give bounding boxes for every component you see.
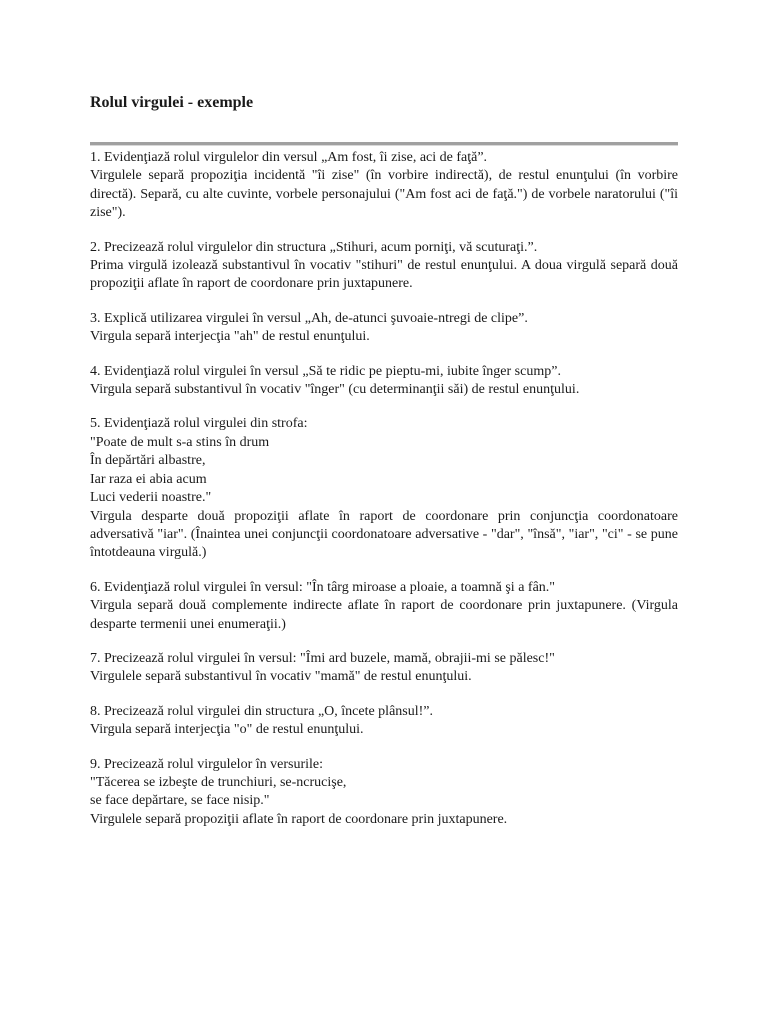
exercise-question: 1. Evidenţiază rolul virgulelor din versul „Am fost, îi zise, aci de faţă”. [90,150,488,165]
exercise-answer: Virgulele separă propoziţia incidentă "îi zise" (în vorbire indirectă), de restul enunţului (în vorbire directă). Separă, cu alte cuvinte, vorbele personajului ("Am fost aci de faţă.") de vorbele naratorului ("îi zise"). [90,168,678,221]
document-body [90,149,678,845]
exercise-answer: Virgula separă interjecţia "o" de restul enunţului. [90,722,364,738]
exercise-3 [90,310,678,347]
verse-line: se face depărtare, se face nisip." [90,793,270,809]
exercise-5 [90,415,678,562]
page-title: Rolul virgulei - exemple [90,94,254,111]
verse-line: "Tăcerea se izbeşte de trunchiuri, se-ncrucişe, [90,774,347,790]
exercise-question: 9. Precizează rolul virgulelor în versurile: [90,756,323,772]
exercise-1 [90,149,678,223]
horizontal-rule [90,142,678,146]
exercise-question: 7. Precizează rolul virgulei în versul: "Îmi ard buzele, mamă, obrajii-mi se pălesc!" [90,650,555,666]
exercise-2 [90,239,678,294]
exercise-answer: Virgula separă substantivul în vocativ "înger" (cu determinanţii săi) de restul enunţului. [90,382,580,398]
exercise-answer: Virgula separă interjecţia "ah" de restul enunţului. [90,329,370,345]
exercise-question: 4. Evidenţiază rolul virgulei în versul „Să te ridic pe pieptu-mi, iubite înger scump”. [90,363,561,379]
verse-line: "Poate de mult s-a stins în drum [90,434,270,450]
verse-line: Luci vederii noastre." [90,490,212,506]
exercise-answer: Virgula desparte două propoziţii aflate în raport de coordonare prin conjuncţia coordonatoare adversativă "iar". (Înaintea unei conjuncţii coordonatoare adversative - "dar", "însă", "iar", "ci" - se pune întotdeauna virgulă.) [90,508,678,561]
exercise-8 [90,703,678,740]
exercise-6 [90,579,678,634]
exercise-9 [90,756,678,830]
exercise-question: 6. Evidenţiază rolul virgulei în versul: "În târg miroase a ploaie, a toamnă şi a fân." [90,579,555,595]
exercise-answer: Virgulele separă propoziţii aflate în raport de coordonare prin juxtapunere. [90,811,508,827]
exercise-answer: Virgula separă două complemente indirecte aflate în raport de coordonare prin juxtapunere. (Virgula desparte termenii unei enumeraţii.) [90,598,678,632]
exercise-7 [90,650,678,687]
verse-line: Iar raza ei abia acum [90,471,207,487]
exercise-answer: Virgulele separă substantivul în vocativ "mamă" de restul enunţului. [90,669,472,685]
exercise-answer: Prima virgulă izolează substantivul în vocativ "stihuri" de restul enunţului. A doua virgulă separă două propoziţii aflate în raport de coordonare prin juxtapunere. [90,258,678,292]
exercise-4 [90,363,678,400]
exercise-question: 5. Evidenţiază rolul virgulei din strofa: [90,416,308,432]
exercise-question: 3. Explică utilizarea virgulei în versul „Ah, de-atunci şuvoaie-ntregi de clipe”. [90,310,528,326]
exercise-question: 2. Precizează rolul virgulelor din structura „Stihuri, acum porniţi, vă scuturaţi.”. [90,239,538,255]
exercise-question: 8. Precizează rolul virgulei din structura „O, încete plânsul!”. [90,703,433,719]
verse-line: În depărtări albastre, [90,453,206,469]
